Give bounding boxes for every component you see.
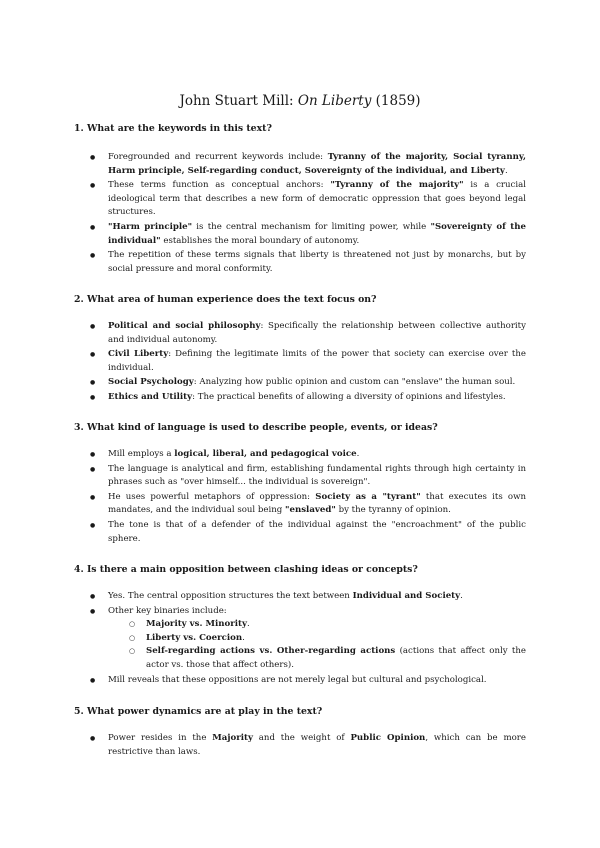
list-item — [108, 221, 526, 248]
bold-text: "Harm principle" — [108, 221, 193, 232]
text-run: Yes. The central opposition structures the text between — [108, 591, 353, 601]
text-run: Other key binaries include: — [108, 605, 227, 616]
bold-text: Tyranny of the majority, Social tyranny, Harm principle, Self-regarding conduct, Sovereignty of the individual, and Liberty — [108, 152, 526, 176]
section-list-3 — [108, 448, 526, 547]
list-item — [108, 448, 526, 462]
text-run: Mill reveals that these oppositions are not merely legal but cultural and psychological. — [108, 674, 487, 685]
list-item — [108, 605, 526, 673]
text-run: He uses powerful metaphors of oppression: — [108, 491, 316, 502]
list-item — [108, 732, 526, 759]
text-run: that executes its own mandates, and the individual soul being — [108, 491, 526, 516]
bold-text: "Tyranny of the majority" — [330, 180, 464, 191]
title-work: On Liberty — [297, 93, 372, 109]
bold-text: Majority — [212, 733, 253, 743]
text-run: . — [242, 632, 245, 643]
section-list-1 — [108, 151, 526, 277]
text-run: The language is analytical and firm, establishing fundamental rights through high certainty in phrases such as "over himself... the individual is sovereign". — [108, 463, 526, 488]
bold-text: Political and social philosophy — [108, 321, 261, 331]
list-item — [108, 491, 526, 518]
text-run: These terms function as conceptual anchors: — [108, 180, 331, 191]
bold-text: "Sovereignty of the individual" — [108, 221, 526, 246]
section-list-5 — [108, 732, 526, 760]
list-item-text — [108, 606, 227, 616]
document-title — [0, 92, 600, 110]
text-run: : Specifically the relationship between collective authority and individual autonomy. — [108, 321, 526, 345]
text-run: , which can be more restrictive than laws. — [108, 733, 526, 757]
bold-text: Individual and Society — [352, 591, 461, 601]
bold-text: Ethics and Utility — [108, 391, 193, 402]
list-item — [108, 376, 526, 390]
section-heading-4: 4. Is there a main opposition between clashing ideas or concepts? — [74, 564, 418, 575]
text-run: Mill employs a — [108, 449, 175, 459]
list-item — [108, 590, 526, 604]
section-list-2 — [108, 320, 526, 406]
section-heading-1: 1. What are the keywords in this text? — [74, 123, 272, 134]
sub-list-item — [146, 618, 526, 632]
text-run: The repetition of these terms signals that liberty is threatened not just by monarchs, but by social pressure and moral conformity. — [108, 250, 526, 274]
bold-text: Civil Liberty — [108, 349, 169, 360]
text-run: : Analyzing how public opinion and custom can "enslave" the human soul. — [193, 377, 516, 388]
sub-list-item — [146, 645, 526, 672]
text-run: Foregrounded and recurrent keywords include: — [108, 152, 328, 162]
bold-text: Liberty vs. Coercion — [146, 632, 243, 643]
list-item — [108, 463, 526, 490]
title-year: (1859) — [371, 93, 421, 109]
section-heading-5: 5. What power dynamics are at play in the text? — [74, 706, 323, 717]
list-item — [108, 674, 526, 688]
sub-list-item — [146, 632, 526, 646]
text-run: The tone is that of a defender of the individual against the "encroachment" of the public sphere. — [108, 519, 526, 544]
bold-text: Majority vs. Minority — [146, 619, 247, 630]
text-run: . — [460, 591, 463, 601]
list-item — [108, 151, 526, 178]
text-run: . — [504, 165, 508, 176]
sub-list — [108, 618, 526, 672]
list-item — [108, 179, 526, 220]
bold-text: Public Opinion — [350, 733, 426, 743]
text-run: : Defining the legitimate limits of the power that society can exercise over the individual. — [108, 349, 526, 373]
text-run: is the central mechanism for limiting power, while — [192, 221, 431, 232]
list-item — [108, 320, 526, 347]
text-run: is a crucial ideological term that describes a new form of democratic oppression that goes beyond legal structures. — [108, 180, 526, 218]
bold-text: Social Psychology — [108, 377, 194, 388]
text-run: by the tyranny of opinion. — [335, 505, 451, 516]
text-run: establishes the moral boundary of autonomy. — [160, 235, 360, 246]
text-run: . — [356, 449, 360, 459]
section-list-4 — [108, 590, 526, 688]
bold-text: "enslaved" — [285, 505, 336, 516]
bold-text: Self-regarding actions vs. Other-regarding actions — [146, 646, 396, 657]
section-heading-2: 2. What area of human experience does the text focus on? — [74, 294, 377, 305]
list-item — [108, 348, 526, 375]
section-heading-3: 3. What kind of language is used to describe people, events, or ideas? — [74, 422, 438, 433]
bold-text: Society as a "tyrant" — [315, 491, 421, 502]
text-run: Power resides in the — [108, 733, 213, 743]
list-item — [108, 519, 526, 546]
bold-text: logical, liberal, and pedagogical voice — [174, 449, 357, 459]
list-item — [108, 249, 526, 276]
title-author: John Stuart Mill: — [179, 93, 298, 109]
text-run: : The practical benefits of allowing a diversity of opinions and lifestyles. — [192, 391, 506, 402]
text-run: and the weight of — [252, 733, 351, 743]
list-item — [108, 391, 526, 405]
text-run: . — [247, 619, 250, 630]
text-run: (actions that affect only the actor vs. those that affect others). — [146, 646, 526, 670]
